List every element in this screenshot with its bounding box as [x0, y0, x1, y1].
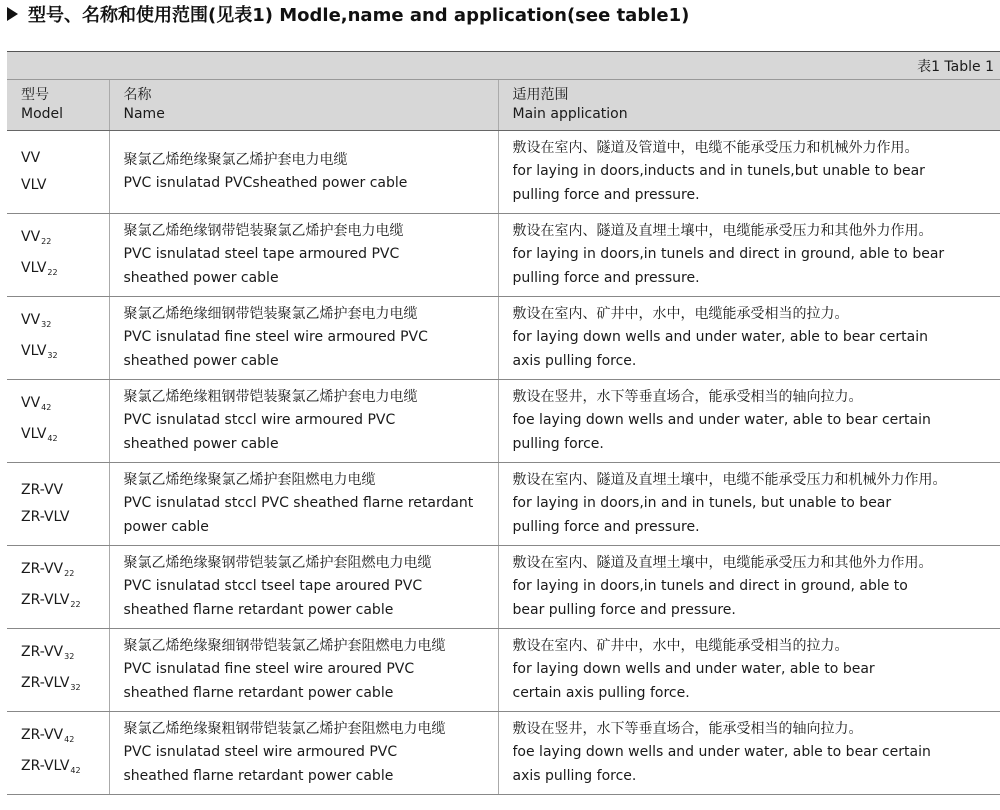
- application-en-text: pulling force and pressure.: [512, 186, 700, 203]
- table-row: [7, 546, 1000, 629]
- model-code: [21, 504, 95, 531]
- model-code-text: ZR-VLV: [21, 509, 70, 525]
- application-en-text: pulling force.: [512, 435, 604, 452]
- table-row: [7, 380, 1000, 463]
- table-row: [7, 629, 1000, 712]
- model-cell: [7, 463, 109, 546]
- application-cell: [498, 629, 1000, 712]
- model-code: [21, 722, 95, 753]
- model-cell: [7, 131, 109, 214]
- model-cell: [7, 214, 109, 297]
- model-code-text: ZR-VV: [21, 561, 64, 577]
- name-cn-text: 聚氯乙烯绝缘钢带铠装聚氯乙烯护套电力电缆: [123, 222, 404, 239]
- model-code-text: ZR-VV: [21, 482, 64, 498]
- application-en-text: for laying in doors,in tunels and direct in ground, able to bear: [512, 246, 945, 263]
- application-en-text: foe laying down wells and under water, able to bear certain: [512, 744, 931, 761]
- model-cell: [7, 546, 109, 629]
- model-code-text: VV: [21, 229, 41, 245]
- application-cell: [498, 131, 1000, 214]
- cable-spec-table: [7, 51, 1000, 795]
- application-en-text: for laying in doors,inducts and in tunels,but unable to bear: [512, 163, 925, 180]
- name-en-text: sheathed flarne retardant power cable: [123, 601, 394, 618]
- application-en-text: foe laying down wells and under water, able to bear certain: [512, 412, 931, 429]
- model-code-subscript: 42: [64, 735, 75, 744]
- model-code: [21, 224, 95, 255]
- model-code-text: ZR-VV: [21, 644, 64, 660]
- name-en-text: sheathed flarne retardant power cable: [123, 767, 394, 784]
- model-code-text: ZR-VLV: [21, 592, 70, 608]
- table-row: [7, 297, 1000, 380]
- name-cn-text: 聚氯乙烯绝缘细钢带铠装聚氯乙烯护套电力电缆: [123, 305, 418, 322]
- application-cell: [498, 297, 1000, 380]
- application-cn-text: 敷设在室内、隧道及管道中，电缆不能承受压力和机械外力作用。: [512, 139, 919, 156]
- model-code-subscript: 32: [70, 683, 81, 692]
- name-cn-text: 聚氯乙烯绝缘粗钢带铠装聚氯乙烯护套电力电缆: [123, 388, 418, 405]
- application-en-text: bear pulling force and pressure.: [512, 601, 736, 618]
- model-code-text: VV: [21, 312, 41, 328]
- application-en-text: pulling force and pressure.: [512, 269, 700, 286]
- header-name-en: Name: [123, 106, 165, 122]
- name-cell: [109, 380, 498, 463]
- model-code-text: ZR-VLV: [21, 675, 70, 691]
- name-cell: [109, 712, 498, 795]
- name-cn-text: 聚氯乙烯绝缘聚氯乙烯护套阻燃电力电缆: [123, 471, 376, 488]
- section-heading-text: 型号、名称和使用范围(见表1) Modle,name and application(see table1): [28, 5, 690, 26]
- model-code-subscript: 42: [70, 766, 81, 775]
- model-code: [21, 587, 95, 618]
- header-app-en: Main application: [512, 106, 628, 122]
- application-cell: [498, 214, 1000, 297]
- application-cn-text: 敷设在竖井，水下等垂直场合，能承受相当的轴向拉力。: [512, 720, 863, 737]
- header-model-cn: 型号: [21, 87, 49, 103]
- triangle-bullet-icon: [7, 7, 18, 21]
- header-app-cn: 适用范围: [512, 87, 569, 103]
- table-row: [7, 712, 1000, 795]
- model-code: [21, 639, 95, 670]
- model-code: [21, 145, 95, 172]
- model-code-text: VV: [21, 150, 41, 166]
- application-cell: [498, 712, 1000, 795]
- name-cell: [109, 546, 498, 629]
- application-cell: [498, 463, 1000, 546]
- model-code-subscript: 42: [47, 434, 58, 443]
- application-cell: [498, 380, 1000, 463]
- header-application: [498, 80, 1000, 131]
- name-cn-text: 聚氯乙烯绝缘聚钢带铠装氯乙烯护套阻燃电力电缆: [123, 554, 432, 571]
- model-cell: [7, 712, 109, 795]
- name-cell: [109, 463, 498, 546]
- application-cn-text: 敷设在室内、矿井中，水中，电缆能承受相当的拉力。: [512, 637, 849, 654]
- name-en-text: power cable: [123, 518, 209, 535]
- table-row: [7, 131, 1000, 214]
- application-en-text: axis pulling force.: [512, 767, 637, 784]
- model-code-subscript: 32: [41, 320, 52, 329]
- name-cell: [109, 297, 498, 380]
- application-en-text: for laying down wells and under water, able to bear certain: [512, 329, 929, 346]
- model-code-subscript: 22: [64, 569, 75, 578]
- name-en-text: PVC isnulatad steel wire armoured PVC: [123, 744, 398, 761]
- section-heading: [5, 0, 995, 28]
- model-code-subscript: 32: [64, 652, 75, 661]
- model-code: [21, 753, 95, 784]
- name-cell: [109, 629, 498, 712]
- table-row: [7, 463, 1000, 546]
- header-model-en: Model: [21, 106, 64, 122]
- name-en-text: PVC isnulatad fine steel wire armoured PVC: [123, 329, 428, 346]
- application-en-text: axis pulling force.: [512, 352, 637, 369]
- application-en-text: for laying down wells and under water, able to bear: [512, 661, 875, 678]
- model-code: [21, 670, 95, 701]
- model-code: [21, 421, 95, 452]
- model-code: [21, 307, 95, 338]
- model-cell: [7, 629, 109, 712]
- model-code-text: ZR-VLV: [21, 758, 70, 774]
- name-cell: [109, 214, 498, 297]
- application-cn-text: 敷设在竖井，水下等垂直场合，能承受相当的轴向拉力。: [512, 388, 863, 405]
- name-en-text: PVC isnulatad steel tape armoured PVC: [123, 246, 400, 263]
- application-cn-text: 敷设在室内、隧道及直埋土壤中，电缆能承受压力和其他外力作用。: [512, 554, 933, 571]
- name-cn-text: 聚氯乙烯绝缘聚细钢带铠装氯乙烯护套阻燃电力电缆: [123, 637, 446, 654]
- name-en-text: sheathed flarne retardant power cable: [123, 684, 394, 701]
- table-label: 表1 Table 1: [7, 52, 1000, 80]
- model-code: [21, 172, 95, 199]
- model-cell: [7, 297, 109, 380]
- application-cn-text: 敷设在室内、隧道及直埋土壤中，电缆不能承受压力和机械外力作用。: [512, 471, 947, 488]
- model-code-text: VLV: [21, 177, 47, 193]
- model-code-subscript: 42: [41, 403, 52, 412]
- table-row: [7, 214, 1000, 297]
- application-cn-text: 敷设在室内、矿井中，水中，电缆能承受相当的拉力。: [512, 305, 849, 322]
- model-code-text: VLV: [21, 260, 47, 276]
- table-header-row: [7, 80, 1000, 131]
- application-en-text: pulling force and pressure.: [512, 518, 700, 535]
- model-code: [21, 255, 95, 286]
- name-en-text: PVC isnulatad stccl tseel tape aroured PVC: [123, 578, 423, 595]
- model-cell: [7, 380, 109, 463]
- name-cell: [109, 131, 498, 214]
- model-code: [21, 338, 95, 369]
- name-en-text: PVC isnulatad PVCsheathed power cable: [123, 175, 408, 191]
- application-en-text: for laying in doors,in tunels and direct in ground, able to: [512, 578, 908, 595]
- header-name-cn: 名称: [123, 87, 152, 103]
- name-en-text: sheathed power cable: [123, 435, 279, 452]
- table-label-row: [7, 52, 1000, 80]
- application-en-text: certain axis pulling force.: [512, 684, 690, 701]
- name-en-text: sheathed power cable: [123, 352, 279, 369]
- header-model: [7, 80, 109, 131]
- name-cn-text: 聚氯乙烯绝缘聚氯乙烯护套电力电缆: [123, 151, 348, 168]
- model-code-subscript: 22: [41, 237, 52, 246]
- name-en-text: PVC isnulatad stccl PVC sheathed flarne retardant: [123, 495, 474, 512]
- model-code: [21, 477, 95, 504]
- cable-table-container: [7, 51, 1000, 795]
- application-en-text: for laying in doors,in and in tunels, but unable to bear: [512, 495, 892, 512]
- application-cn-text: 敷设在室内、隧道及直埋土壤中，电缆能承受压力和其他外力作用。: [512, 222, 933, 239]
- model-code-text: VLV: [21, 343, 47, 359]
- model-code: [21, 556, 95, 587]
- model-code-subscript: 32: [47, 351, 58, 360]
- model-code-subscript: 22: [70, 600, 81, 609]
- name-en-text: PVC isnulatad fine steel wire aroured PVC: [123, 661, 415, 678]
- model-code-text: VV: [21, 395, 41, 411]
- model-code-text: VLV: [21, 426, 47, 442]
- name-en-text: PVC isnulatad stccl wire armoured PVC: [123, 412, 396, 429]
- name-en-text: sheathed power cable: [123, 269, 279, 286]
- model-code: [21, 390, 95, 421]
- name-cn-text: 聚氯乙烯绝缘聚粗钢带铠装氯乙烯护套阻燃电力电缆: [123, 720, 446, 737]
- application-cell: [498, 546, 1000, 629]
- model-code-subscript: 22: [47, 268, 58, 277]
- model-code-text: ZR-VV: [21, 727, 64, 743]
- header-name: [109, 80, 498, 131]
